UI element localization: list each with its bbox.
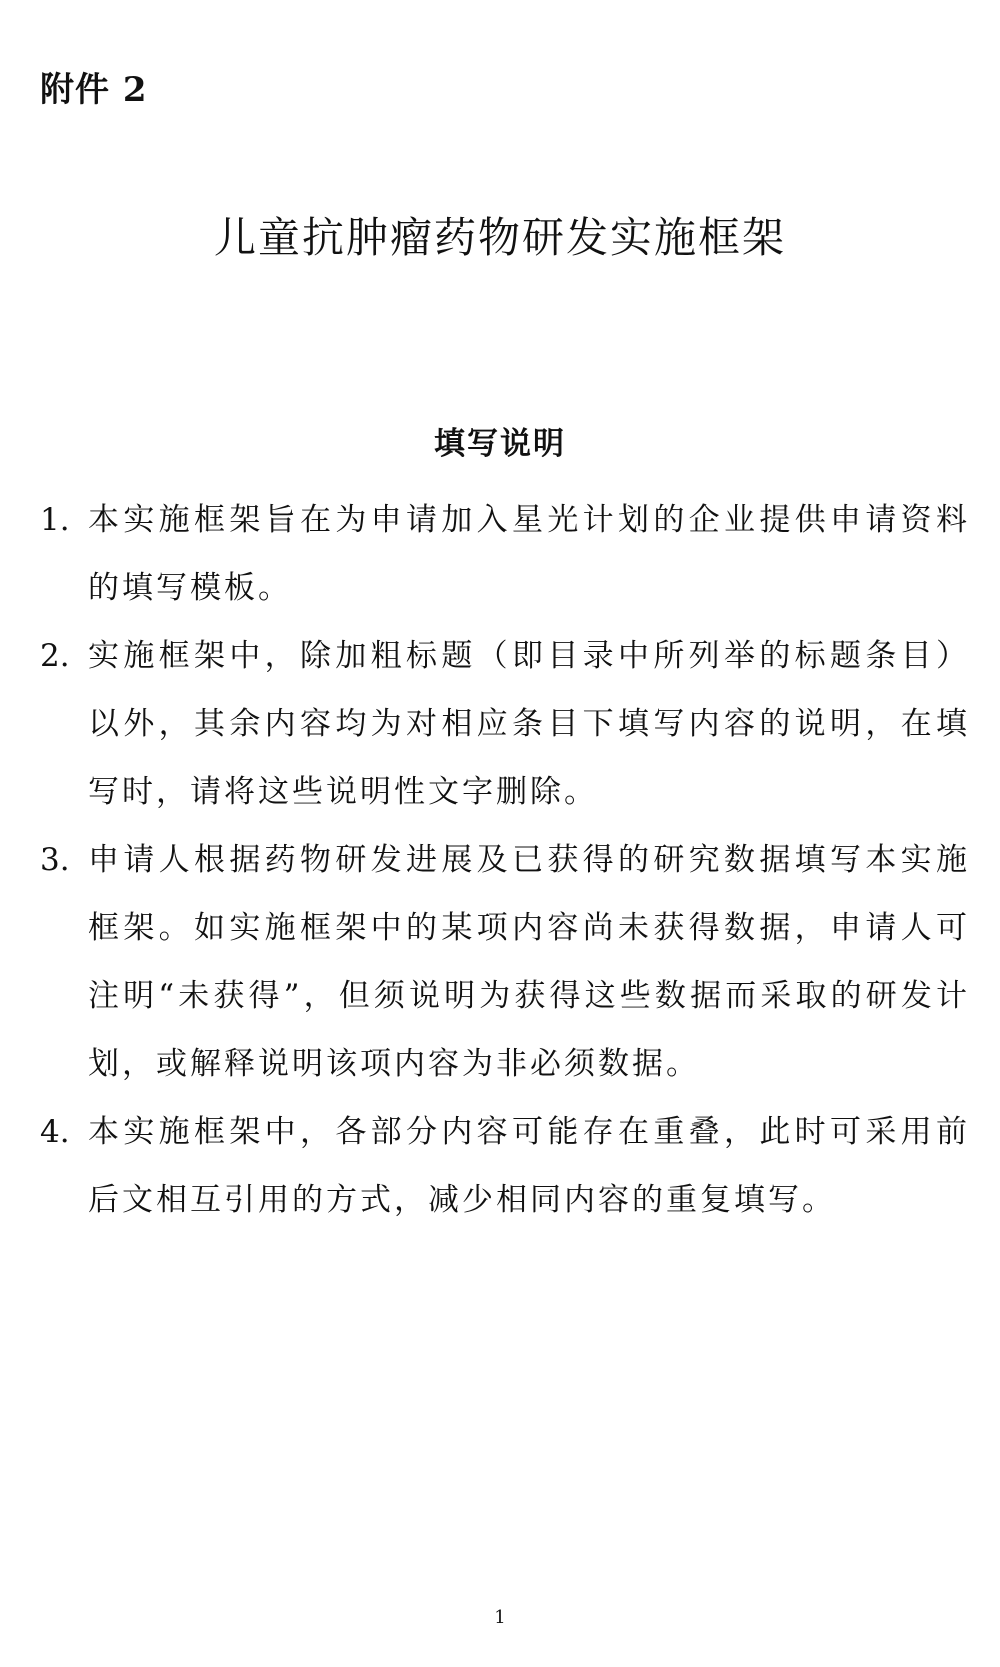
instruction-number: 4. <box>40 1114 70 1150</box>
instruction-number: 3. <box>40 842 70 878</box>
instructions-list <box>40 486 970 1234</box>
attachment-label: 附件 2 <box>40 70 148 110</box>
instruction-item <box>40 826 970 1098</box>
instruction-number: 2. <box>40 638 70 674</box>
section-heading: 填写说明 <box>434 426 566 462</box>
instruction-item <box>40 622 970 826</box>
instruction-number: 1. <box>40 502 70 538</box>
instruction-text: 本实施框架旨在为申请加入星光计划的企业提供申请资料的填写模板。 <box>88 502 970 606</box>
instruction-item <box>40 486 970 622</box>
instruction-text: 本实施框架中，各部分内容可能存在重叠，此时可采用前后文相互引用的方式，减少相同内容的重复填写。 <box>88 1114 970 1218</box>
page-number: 1 <box>494 1607 506 1628</box>
instruction-text: 申请人根据药物研发进展及已获得的研究数据填写本实施框架。如实施框架中的某项内容尚未获得数据，申请人可注明“未获得”，但须说明为获得这些数据而采取的研发计划，或解释说明该项内容为非必须数据。 <box>88 842 970 1082</box>
instruction-text: 实施框架中，除加粗标题（即目录中所列举的标题条目）以外，其余内容均为对相应条目下填写内容的说明，在填写时，请将这些说明性文字删除。 <box>88 638 970 810</box>
instruction-item <box>40 1098 970 1234</box>
document-title: 儿童抗肿瘤药物研发实施框架 <box>213 213 786 262</box>
